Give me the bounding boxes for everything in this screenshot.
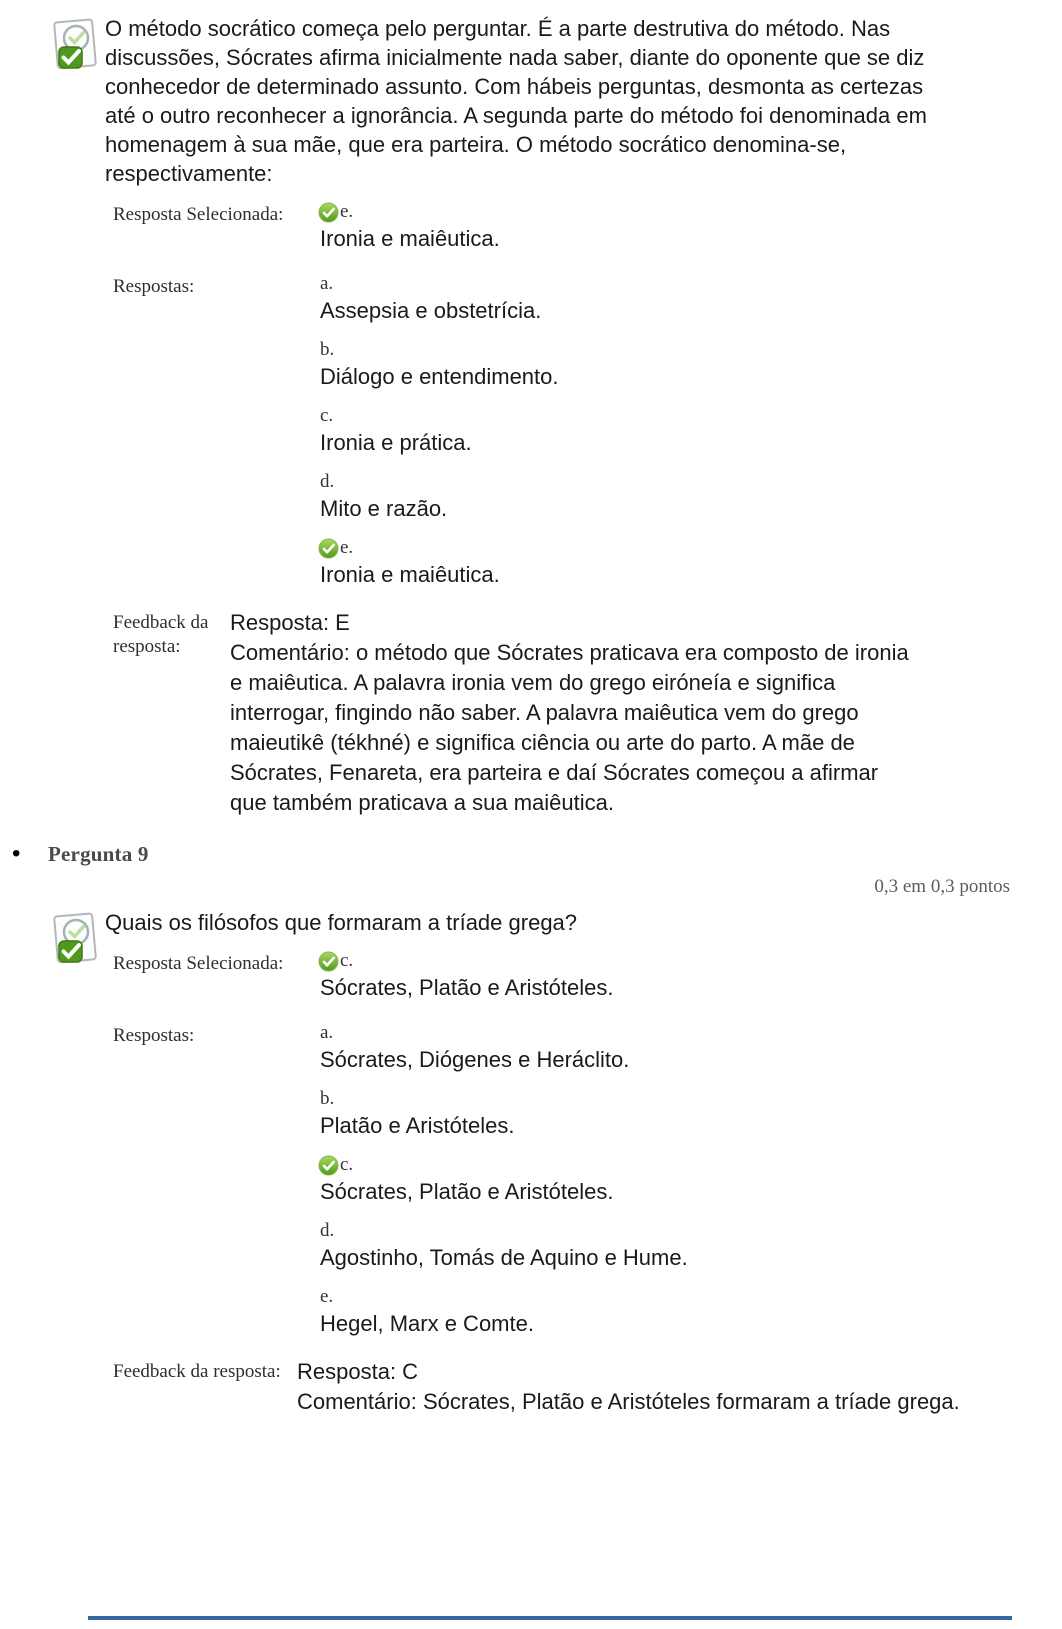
option-text: Diálogo e entendimento.	[320, 364, 559, 389]
option-letter: e.	[320, 1286, 334, 1307]
answer-option	[320, 338, 1062, 392]
option-text: Mito e razão.	[320, 496, 448, 521]
answer-option	[320, 470, 1062, 524]
feedback-comment: Comentário: Sócrates, Platão e Aristóteles formaram a tríade grega.	[297, 1389, 960, 1414]
correct-check-icon	[318, 951, 339, 972]
section-divider	[88, 1616, 1012, 1620]
feedback-row	[113, 1357, 1062, 1417]
bullet-marker: •	[12, 840, 21, 867]
selected-answer-row	[113, 200, 1062, 254]
answer-option	[320, 1219, 1062, 1273]
option-letter: a.	[320, 273, 334, 294]
option-text: Hegel, Marx e Comte.	[320, 1311, 534, 1336]
answers-label: Respostas:	[113, 276, 195, 297]
option-text: Sócrates, Diógenes e Heráclito.	[320, 1047, 630, 1072]
answers-row	[113, 272, 1062, 602]
points-badge: 0,3 em 0,3 pontos	[874, 876, 1010, 897]
option-text: Agostinho, Tomás de Aquino e Hume.	[320, 1245, 688, 1270]
selected-option-text: Ironia e maiêutica.	[320, 226, 500, 251]
option-letter: c.	[340, 1154, 354, 1175]
correct-check-icon	[318, 202, 339, 223]
option-text: Ironia e prática.	[320, 430, 472, 455]
option-letter: d.	[320, 1220, 335, 1241]
selected-answer-row	[113, 949, 1062, 1003]
option-letter: c.	[320, 405, 334, 426]
option-text: Ironia e maiêutica.	[320, 562, 500, 587]
selected-option-letter: e.	[340, 201, 354, 222]
option-text: Assepsia e obstetrícia.	[320, 298, 542, 323]
answer-option correct	[320, 1153, 1062, 1207]
graded-question-icon	[46, 16, 102, 72]
answer-option	[320, 1087, 1062, 1141]
feedback-label: Feedback da resposta:	[113, 1361, 281, 1382]
answers-row	[113, 1021, 1062, 1351]
selected-option-text: Sócrates, Platão e Aristóteles.	[320, 975, 614, 1000]
selected-option-letter: c.	[340, 950, 354, 971]
answer-option correct	[320, 536, 1062, 590]
answer-option	[320, 404, 1062, 458]
correct-check-icon	[318, 538, 339, 559]
answer-option	[320, 1021, 1062, 1075]
answer-option	[320, 272, 1062, 326]
answers-label: Respostas:	[113, 1025, 195, 1046]
option-text: Sócrates, Platão e Aristóteles.	[320, 1179, 614, 1204]
option-letter: d.	[320, 471, 335, 492]
graded-question-icon	[46, 910, 102, 966]
option-letter: b.	[320, 339, 335, 360]
selected-answer-label: Resposta Selecionada:	[113, 953, 284, 974]
question-heading-row	[10, 840, 1062, 868]
question-text: Quais os filósofos que formaram a tríade grega?	[105, 910, 578, 935]
option-letter: b.	[320, 1088, 335, 1109]
correct-check-icon	[318, 1155, 339, 1176]
answer-option	[320, 1285, 1062, 1339]
question-block	[0, 14, 1062, 818]
option-letter: e.	[340, 537, 354, 558]
feedback-row	[113, 608, 1062, 818]
option-text: Platão e Aristóteles.	[320, 1113, 515, 1138]
feedback-answer: Resposta: E	[230, 610, 350, 635]
selected-answer-label: Resposta Selecionada:	[113, 204, 284, 225]
question-heading: Pergunta 9	[48, 842, 149, 866]
question-text: O método socrático começa pelo perguntar. É a parte destrutiva do método. Nas discussões, Sócrates afirma inicialmente nada saber, diante do oponente que se diz conhecedor de determinado assunto. Com hábeis perguntas, desmonta as certezas até o outro reconhecer a ignorância. A segunda parte do método foi denominada em homenagem à sua mãe, que era parteira. O método socrático denomina-se, respectivamente:	[105, 16, 927, 186]
feedback-answer: Resposta: C	[297, 1359, 419, 1384]
question-block	[0, 908, 1062, 1417]
feedback-label: Feedback da resposta:	[113, 612, 209, 657]
feedback-comment: Comentário: o método que Sócrates praticava era composto de ironia e maiêutica. A palavra ironia vem do grego eiróneía e significa interrogar, fingindo não saber. A palavra maiêutica vem do grego maieutikê (tékhné) e significa ciência ou arte do parto. A mãe de Sócrates, Fenareta, era parteira e daí Sócrates começou a afirmar que também praticava a sua maiêutica.	[230, 640, 909, 815]
option-letter: a.	[320, 1022, 334, 1043]
